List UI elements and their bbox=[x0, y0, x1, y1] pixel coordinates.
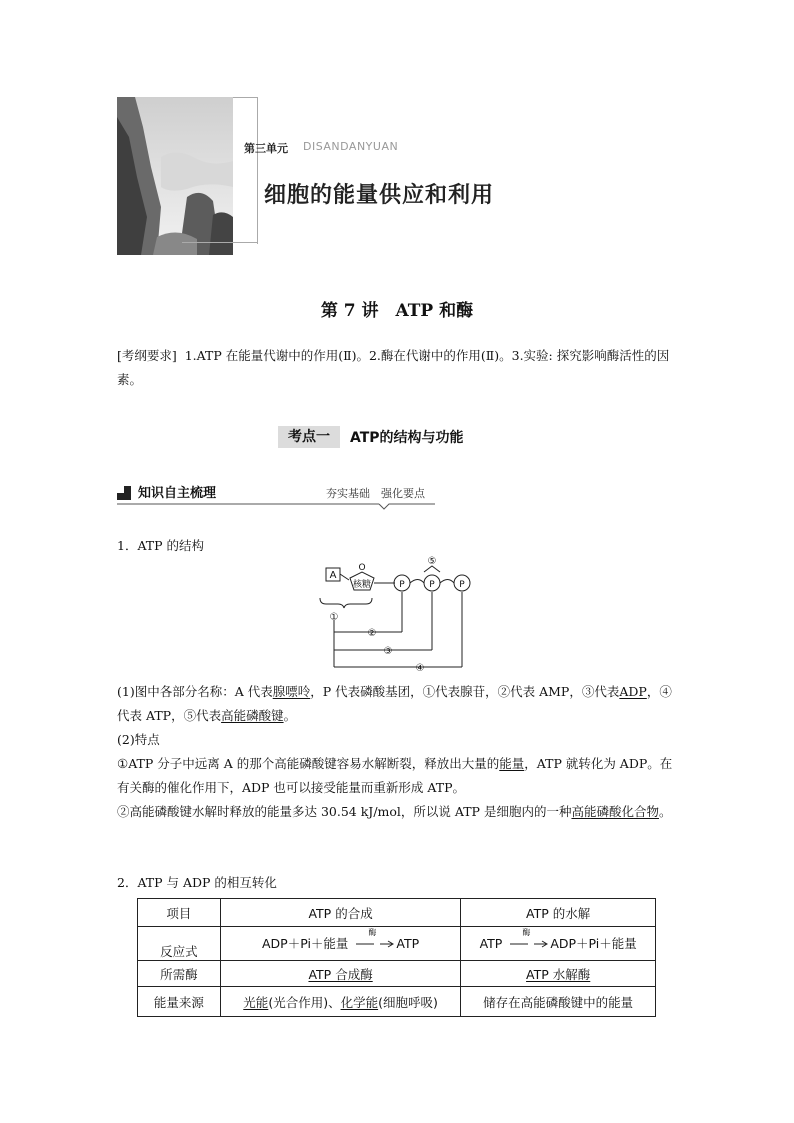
table-cell bbox=[220, 961, 461, 987]
table-cell bbox=[461, 961, 656, 987]
paragraph-2: (2)特点 bbox=[117, 732, 160, 747]
table-header: 项目 bbox=[138, 899, 221, 927]
answer-energy: 能量 bbox=[499, 756, 525, 771]
body-text bbox=[117, 680, 679, 824]
syllabus-label: [考纲要求] bbox=[117, 348, 177, 363]
table-cell: 储存在高能磷酸键中的能量 bbox=[461, 987, 656, 1017]
table-row bbox=[138, 987, 656, 1017]
paragraph-1: (1)图中各部分名称：A 代表腺嘌呤，P 代表磷酸基团，①代表腺苷，②代表 AMP，③代表ADP，④代表 ATP，⑤代表高能磷酸键。 bbox=[117, 684, 672, 723]
chapter-title: 细胞的能量供应和利用 bbox=[264, 183, 495, 208]
unit-label: 第三单元 bbox=[244, 142, 288, 155]
key-point-title: ATP的结构与功能 bbox=[350, 430, 464, 446]
label-p2: P bbox=[429, 580, 435, 590]
answer-light-energy: 光能 bbox=[243, 994, 269, 1010]
table-row bbox=[138, 961, 656, 987]
table-row bbox=[138, 899, 656, 927]
label-num-3: ③ bbox=[383, 646, 393, 657]
table-cell: 能量来源 bbox=[138, 987, 221, 1017]
label-num-5: ⑤ bbox=[427, 556, 437, 567]
label-ribose: 核糖 bbox=[352, 580, 372, 590]
label-A: A bbox=[329, 570, 337, 581]
syllabus-requirements bbox=[117, 344, 677, 392]
table-header: ATP 的合成 bbox=[220, 899, 461, 927]
answer-chemical-energy: 化学能 bbox=[340, 994, 379, 1010]
answer-adp: ADP bbox=[619, 684, 647, 699]
section-2-heading: 2．ATP 与 ADP 的相互转化 bbox=[117, 875, 277, 890]
answer-high-energy-compound: 高能磷酸化合物 bbox=[571, 804, 659, 819]
syllabus-text: 1.ATP 在能量代谢中的作用(Ⅱ)。2.酶在代谢中的作用(Ⅱ)。3.实验: 探究影响酶活性的因素。 bbox=[117, 348, 670, 387]
atp-structure-diagram bbox=[310, 552, 490, 676]
banner-frame-bottom bbox=[182, 242, 258, 243]
table-cell: 光能(光合作用)、化学能(细胞呼吸) bbox=[220, 987, 461, 1017]
enzyme-arrow-icon bbox=[352, 928, 396, 953]
section-rule bbox=[117, 500, 437, 512]
enzyme-label: 酶 bbox=[368, 928, 377, 938]
knowledge-section-subtitle: 夯实基础 强化要点 bbox=[326, 487, 425, 500]
paragraph-4: ②高能磷酸键水解时释放的能量多达 30.54 kJ/mol，所以说 ATP 是细胞内的一种高能磷酸化合物。 bbox=[117, 804, 672, 819]
atp-adp-table bbox=[137, 898, 656, 1017]
answer-atp-hydrolase: ATP 水解酶 bbox=[526, 966, 591, 982]
banner-image bbox=[117, 97, 233, 255]
label-p1: P bbox=[399, 580, 405, 590]
section-1-heading: 1．ATP 的结构 bbox=[117, 538, 205, 553]
section-marker-notch bbox=[117, 486, 124, 493]
table-cell: 所需酶 bbox=[138, 961, 221, 987]
answer-adenine: 腺嘌呤 bbox=[272, 684, 311, 699]
table-cell: ATP 酶 ADP＋Pi＋能量 bbox=[461, 927, 656, 961]
label-num-1: ① bbox=[329, 612, 339, 623]
key-point-box: 考点一 bbox=[278, 426, 340, 448]
knowledge-section-title: 知识自主梳理 bbox=[138, 486, 217, 501]
answer-atp-synthase: ATP 合成酶 bbox=[308, 966, 373, 982]
lecture-title: 第 7 讲 ATP 和酶 bbox=[320, 301, 474, 321]
enzyme-label: 酶 bbox=[522, 928, 531, 938]
answer-high-energy-bond: 高能磷酸键 bbox=[221, 708, 284, 723]
label-O: O bbox=[358, 563, 366, 573]
label-num-4: ④ bbox=[415, 663, 425, 672]
table-cell: ADP＋Pi＋能量 酶 ATP bbox=[220, 927, 461, 961]
label-p3: P bbox=[459, 580, 465, 590]
table-header: ATP 的水解 bbox=[461, 899, 656, 927]
banner-frame bbox=[233, 97, 258, 244]
table-row bbox=[138, 927, 656, 961]
table-cell: 反应式 bbox=[138, 927, 221, 961]
unit-pinyin: DISANDANYUAN bbox=[303, 140, 399, 153]
enzyme-arrow-icon bbox=[506, 928, 550, 953]
label-num-2: ② bbox=[367, 628, 377, 639]
paragraph-3: ①ATP 分子中远离 A 的那个高能磷酸键容易水解断裂，释放出大量的能量，ATP 就转化为 ADP。在有关酶的催化作用下，ADP 也可以接受能量而重新形成 ATP。 bbox=[117, 756, 673, 795]
key-point-header bbox=[278, 426, 464, 448]
